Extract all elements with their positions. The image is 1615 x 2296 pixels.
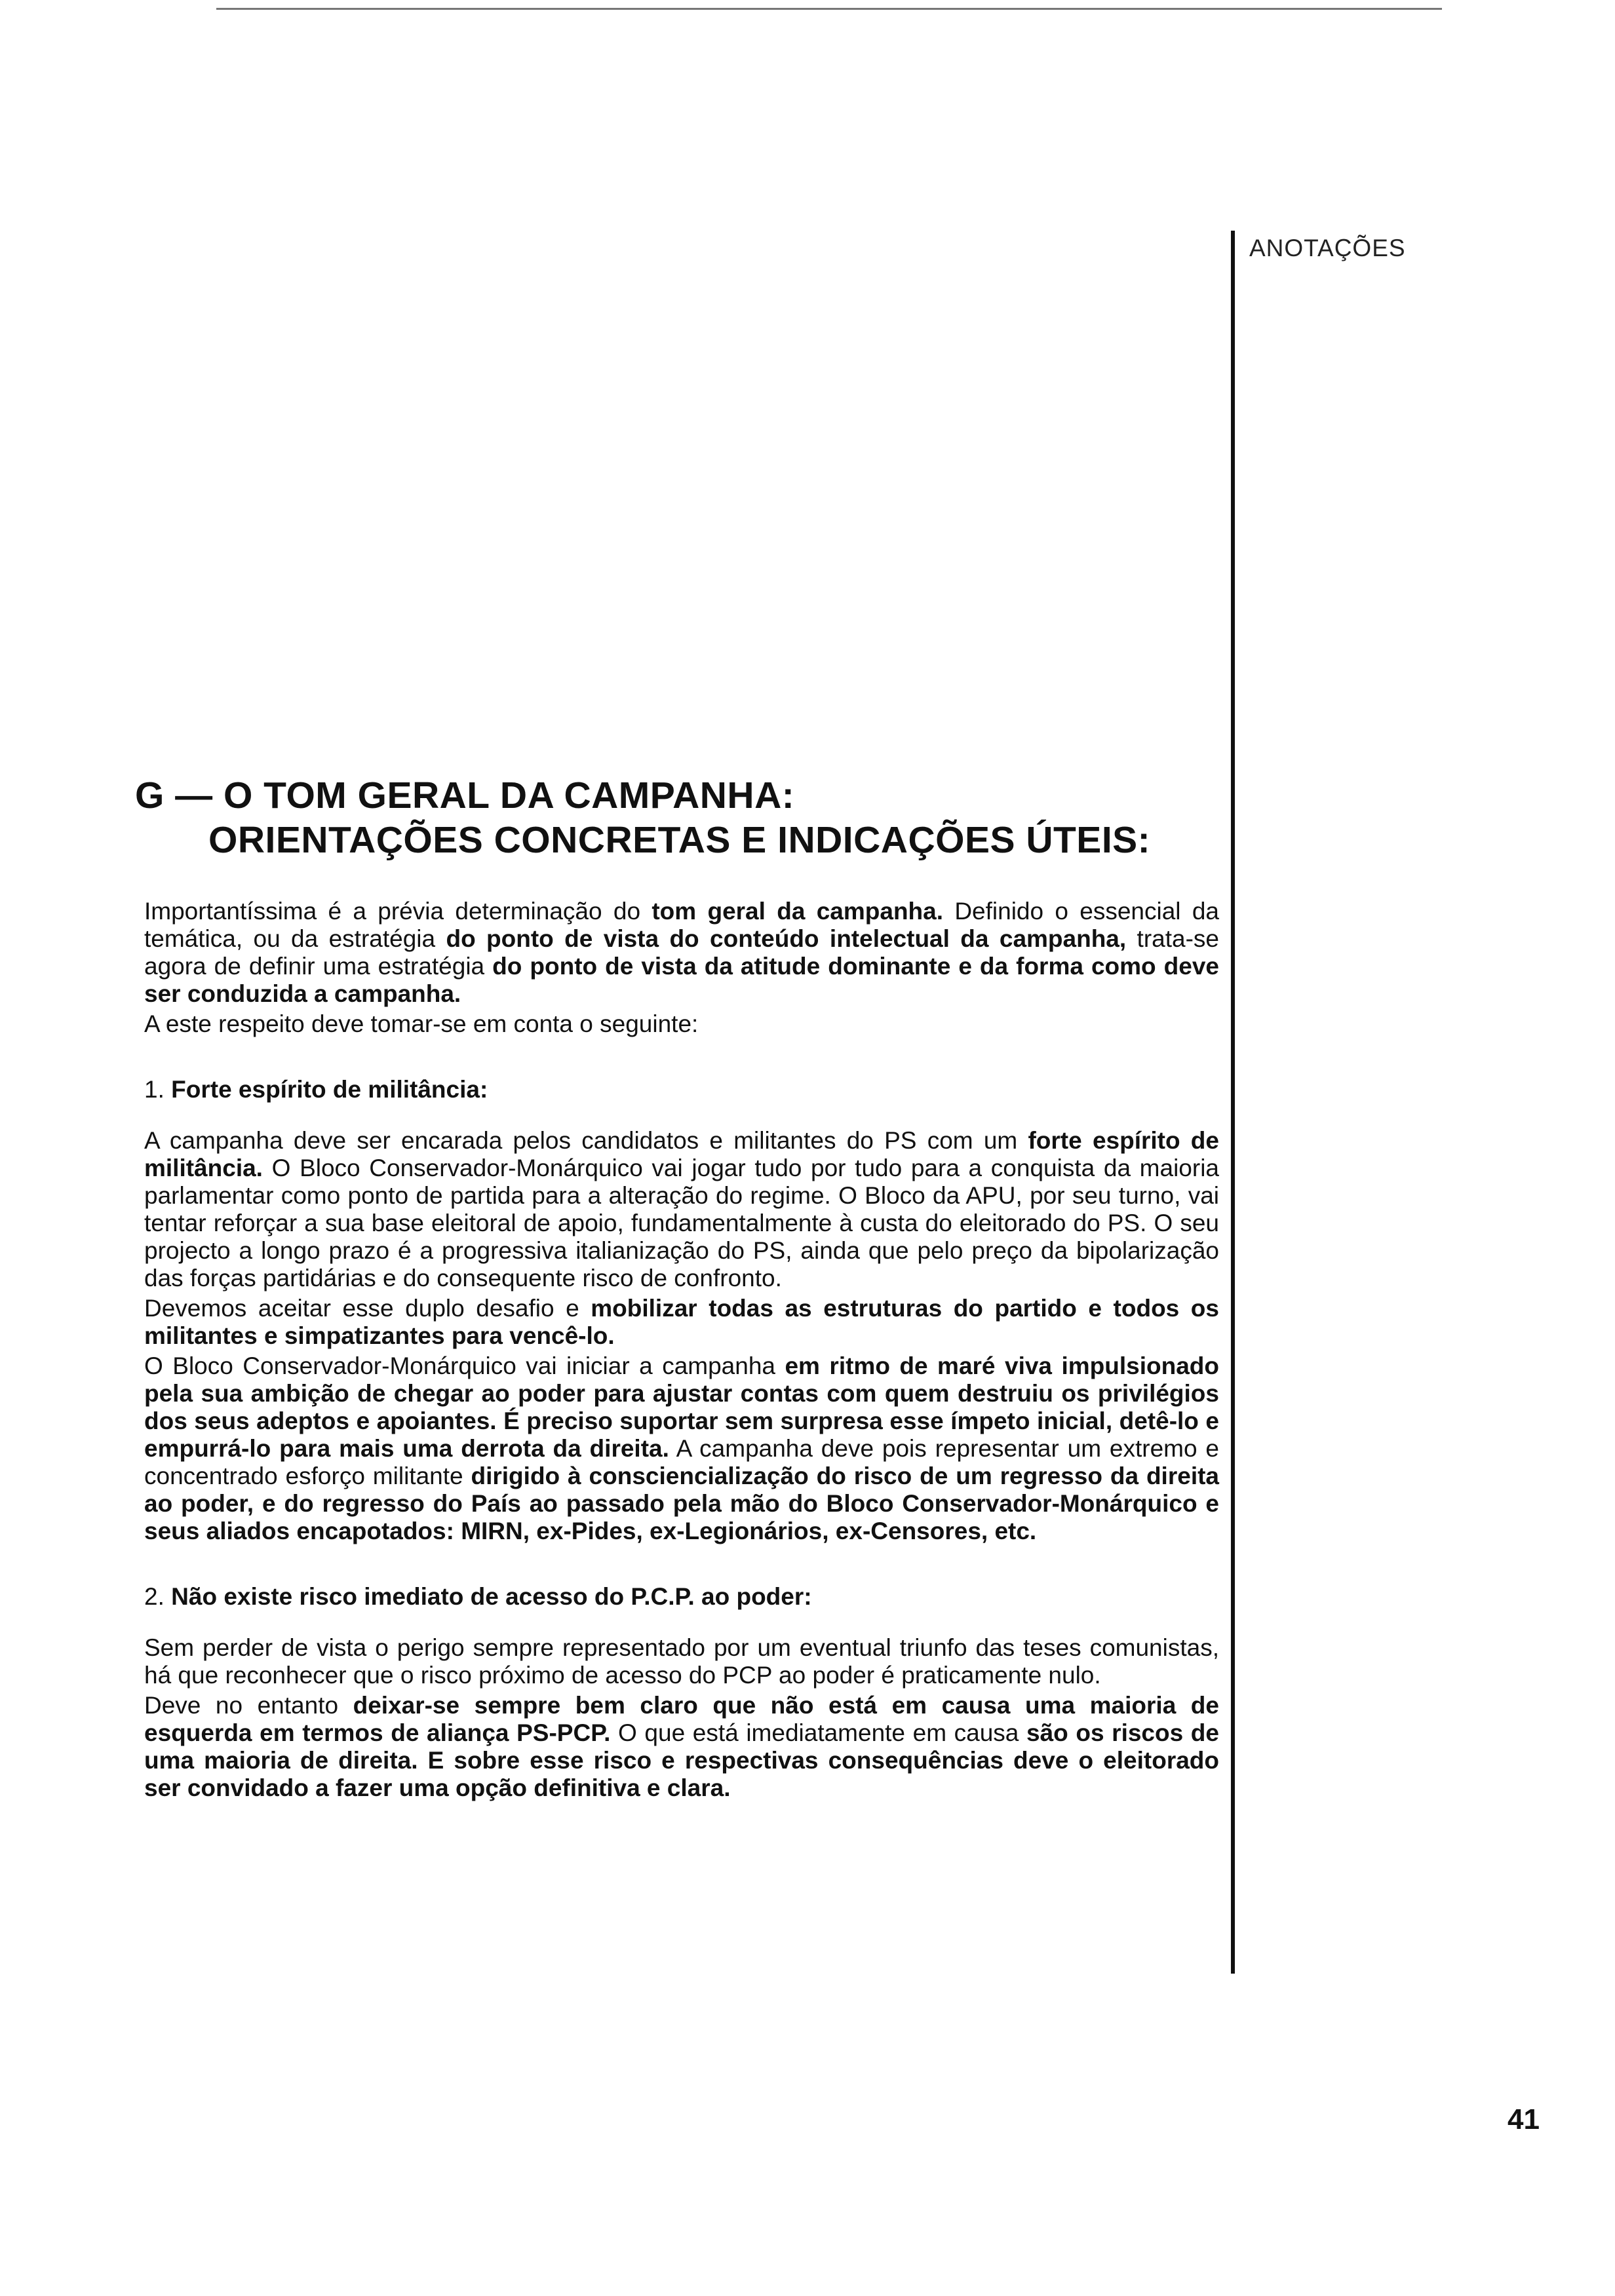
annotations-label: ANOTAÇÕES	[1249, 235, 1406, 261]
section-2-paragraph-2: Deve no entanto deixar-se sempre bem claro que não está em causa uma maioria de esquerda em termos de aliança PS-PCP. O que está imediatamente em causa são os riscos de uma maioria de direita. E sobre esse risco e respectivas consequências deve o eleitorado ser convidado a fazer uma opção definitiva e clara.	[144, 1692, 1219, 1801]
section-heading	[135, 773, 1150, 862]
section-2-paragraph-1: Sem perder de vista o perigo sempre representado por um eventual triunfo das teses comunistas, há que reconhecer que o risco próximo de acesso do PCP ao poder é praticamente nulo.	[144, 1634, 1219, 1689]
margin-divider	[1231, 231, 1235, 1974]
heading-line-2: ORIENTAÇÕES CONCRETAS E INDICAÇÕES ÚTEIS:	[208, 819, 1151, 861]
section-1-paragraph-1: A campanha deve ser encarada pelos candidatos e militantes do PS com um forte espírito de militância. O Bloco Conservador-Monárquico vai jogar tudo por tudo para a conquista da maioria parlamentar como ponto de partida para a alteração do regime. O Bloco da APU, por seu turno, vai tentar reforçar a sua base eleitoral de apoio, fundamentalmente à custa do eleitorado do PS. O seu projecto a longo prazo é a progressiva italianização do PS, ainda que pelo preço da bipolarização das forças partidárias e do consequente risco de confronto.	[144, 1127, 1219, 1292]
section-1-paragraph-2: Devemos aceitar esse duplo desafio e mobilizar todas as estruturas do partido e todos os militantes e simpatizantes para vencê-lo.	[144, 1295, 1219, 1349]
intro-paragraph-2: A este respeito deve tomar-se em conta o seguinte:	[144, 1010, 699, 1037]
page-number: 41	[1508, 2103, 1540, 2135]
intro-paragraph: Importantíssima é a prévia determinação do tom geral da campanha. Definido o essencial da temática, ou da estratégia do ponto de vista do conteúdo intelectual da campanha, trata-se agora de definir uma estratégia do ponto de vista da atitude dominante e da forma como deve ser conduzida a campanha.	[144, 898, 1219, 1007]
section-1-paragraph-3: O Bloco Conservador-Monárquico vai iniciar a campanha em ritmo de maré viva impulsionado pela sua ambição de chegar ao poder para ajustar contas com quem destruiu os privilégios dos seus adeptos e apoiantes. É preciso suportar sem surpresa esse ímpeto inicial, detê-lo e empurrá-lo para mais uma derrota da direita. A campanha deve pois representar um extremo e concentrado esforço militante dirigido à consciencialização do risco de um regresso da direita ao poder, e do regresso do País ao passado pela mão do Bloco Conservador-Monárquico e seus aliados encapotados: MIRN, ex-Pides, ex-Legionários, ex-Censores, etc.	[144, 1352, 1219, 1544]
section-2-title: 2. Não existe risco imediato de acesso do P.C.P. ao poder:	[144, 1583, 812, 1610]
section-1-title: 1. Forte espírito de militância:	[144, 1076, 488, 1103]
body-text	[144, 898, 1219, 1802]
heading-line-1: G — O TOM GERAL DA CAMPANHA:	[135, 775, 795, 816]
top-edge-rule	[216, 8, 1442, 10]
